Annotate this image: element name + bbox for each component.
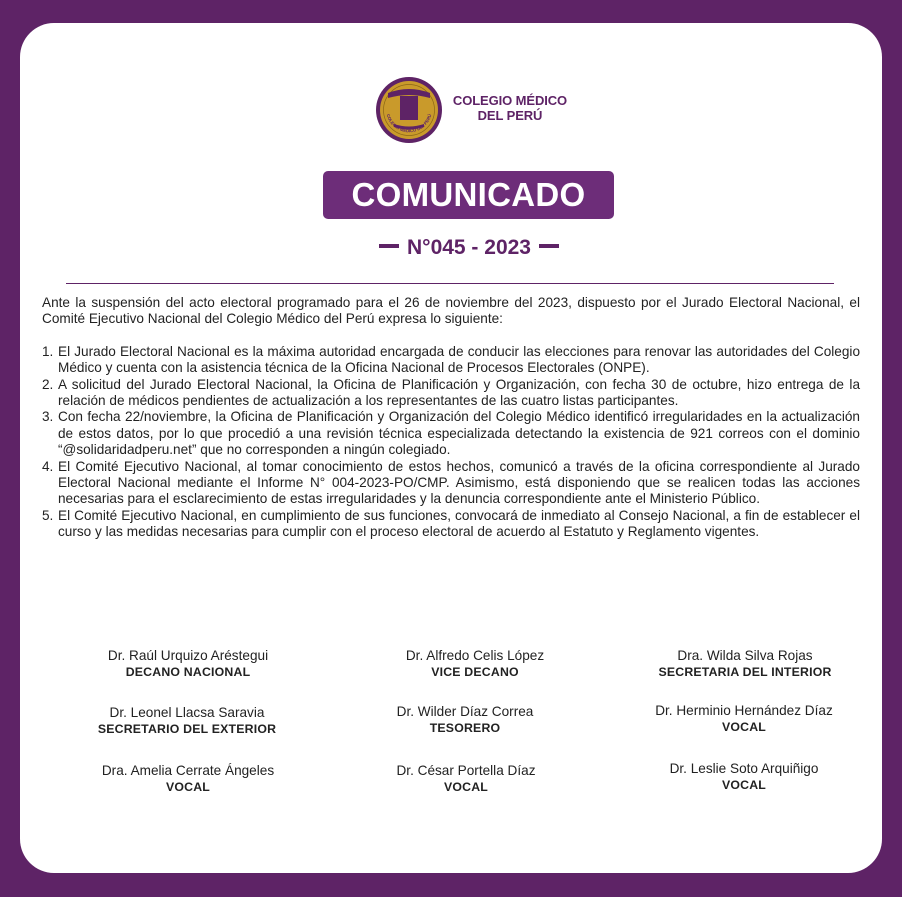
document-number [320, 235, 618, 261]
document-title: COMUNICADO [323, 171, 614, 219]
list-item-number: 1. [42, 343, 54, 359]
signatory-name: Dra. Amelia Cerrate Ángeles [101, 763, 275, 778]
points-list [42, 344, 860, 541]
signatory-name: Dr. Herminio Hernández Díaz [655, 703, 833, 718]
dash-right [539, 244, 559, 248]
signature-tesorero [340, 704, 590, 736]
signature-decano [63, 648, 313, 680]
list-item [42, 344, 860, 377]
list-item [42, 409, 860, 458]
signatory-name: Dra. Wilda Silva Rojas [677, 648, 813, 663]
document-body [42, 295, 860, 541]
comunicado-card [20, 23, 882, 873]
signatory-role: VOCAL [721, 720, 767, 734]
signatory-name: Dr. Leonel Llacsa Saravia [109, 705, 265, 720]
signature-vocal-portella [341, 763, 591, 795]
logo-line-1: COLEGIO MÉDICO [452, 93, 568, 108]
list-item-number: 5. [42, 507, 54, 523]
signatory-name: Dr. Leslie Soto Arquiñigo [669, 761, 819, 776]
list-item-number: 4. [42, 458, 54, 474]
document-number-text: N°045 - 2023 [407, 236, 531, 259]
signatory-name: Dr. César Portella Díaz [396, 763, 536, 778]
signature-vocal-hernandez [619, 703, 869, 735]
logo-wordmark [445, 93, 575, 123]
list-item-text: A solicitud del Jurado Electoral Nacional, la Oficina de Planificación y Organización, con fecha 30 de octubre, hizo entrega de la relación de médicos pendientes de actualización a los representantes de las cuatro listas participantes. [58, 376, 860, 409]
signature-vice-decano [350, 648, 600, 680]
list-item-number: 2. [42, 376, 54, 392]
signature-vocal-cerrate [63, 763, 313, 795]
signatory-role: VOCAL [443, 780, 489, 794]
signatory-role: DECANO NACIONAL [125, 665, 251, 679]
list-item [42, 508, 860, 541]
list-item [42, 459, 860, 508]
signatory-role: SECRETARIO DEL EXTERIOR [97, 722, 277, 736]
signatory-name: Dr. Raúl Urquizo Aréstegui [107, 648, 269, 663]
list-item-text: El Comité Ejecutivo Nacional, en cumplimiento de sus funciones, convocará de inmediato al Consejo Nacional, a fin de establecer el curso y las medidas necesarias para cumplir con el proceso electoral de acuerdo al Estatuto y Reglamento vigentes. [58, 507, 860, 540]
signatory-role: TESORERO [429, 721, 501, 735]
signatory-name: Dr. Wilder Díaz Correa [396, 704, 534, 719]
signature-vocal-soto [619, 761, 869, 793]
svg-text:COLEGIO MÉDICO DEL PERÚ: COLEGIO MÉDICO DEL PERÚ [385, 113, 433, 134]
list-item-text: Con fecha 22/noviembre, la Oficina de Planificación y Organización del Colegio Médico identificó irregularidades en la actualización de estos datos, por lo que procedió a una revisión técnica especializada detectando la existencia de 921 correos con el dominio “@solidaridadperu.net” que no corresponden a ningún colegiado. [58, 409, 860, 458]
signatory-role: SECRETARIA DEL INTERIOR [658, 665, 832, 679]
signatory-role: VOCAL [721, 778, 767, 792]
signature-secretaria-interior [620, 648, 870, 680]
list-item [42, 377, 860, 410]
signatory-role: VOCAL [165, 780, 211, 794]
intro-paragraph: Ante la suspensión del acto electoral programado para el 26 de noviembre del 2023, dispuesto por el Jurado Electoral Nacional, el Comité Ejecutivo Nacional del Colegio Médico del Perú expresa lo siguiente: [42, 295, 860, 327]
logo-line-2: DEL PERÚ [477, 108, 543, 123]
list-item-text: El Comité Ejecutivo Nacional, al tomar conocimiento de estos hechos, comunicó a través de la oficina correspondiente al Jurado Electoral Nacional mediante el Informe N° 004-2023-PO/CMP. Asimismo, está disponiendo que se realicen todas las acciones necesarias para el esclarecimiento de estas irregularidades y la denuncia correspondiente ante el Ministerio Público. [58, 458, 860, 507]
colegio-medico-seal-icon [375, 76, 443, 144]
signatory-name: Dr. Alfredo Celis López [405, 648, 545, 663]
divider-rule [66, 283, 834, 284]
signature-secretario-exterior [62, 705, 312, 737]
signatory-role: VICE DECANO [431, 665, 519, 679]
dash-left [379, 244, 399, 248]
colegio-medico-logo [375, 76, 575, 144]
list-item-text: El Jurado Electoral Nacional es la máxima autoridad encargada de conducir las elecciones para renovar las autoridades del Colegio Médico y cuenta con la asistencia técnica de la Oficina Nacional de Procesos Electorales (ONPE). [58, 343, 860, 376]
list-item-number: 3. [42, 409, 54, 425]
